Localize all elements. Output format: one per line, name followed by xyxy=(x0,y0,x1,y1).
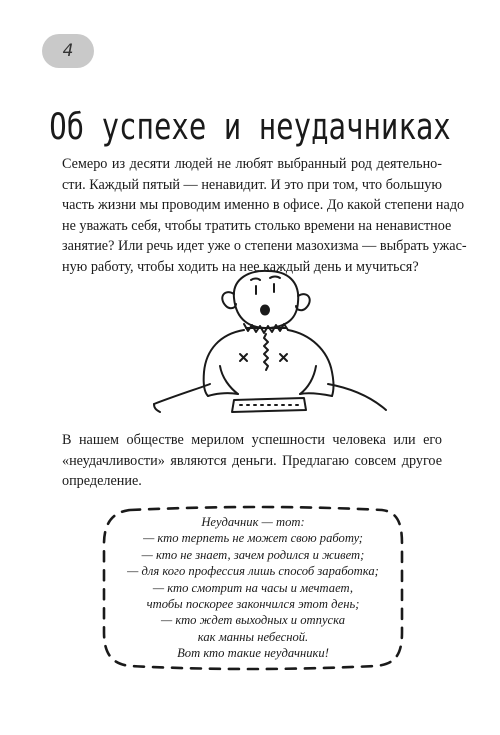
mouth xyxy=(261,306,269,315)
page-title: Об успехе и неудачниках xyxy=(49,105,451,148)
quote-line: — кто ждет выходных и отпуска xyxy=(161,613,345,628)
paragraph-line: ную работу, чтобы ходить на нее каждый день и мучиться? xyxy=(62,258,419,275)
shirt-mark-right xyxy=(280,354,287,361)
paragraph-line: занятие? Или речь идет уже о степени мазохизма — выбрать ужас- xyxy=(62,238,467,255)
person-at-desk-drawing xyxy=(150,268,390,416)
zipper xyxy=(264,334,268,370)
paragraph-line: В нашем обществе мерилом успешности человека или его xyxy=(62,432,442,448)
body-outline xyxy=(204,330,244,396)
chapter-number-badge xyxy=(42,34,94,68)
paragraph-line: часть жизни мы проводим именно в офисе. До какой степени надо xyxy=(62,197,465,214)
paragraph-intro xyxy=(62,154,467,278)
chapter-number: 4 xyxy=(62,41,74,61)
quote-line: Неудачник — тот: xyxy=(201,515,305,529)
quote-line: — кто терпеть не может свою работу; xyxy=(143,531,363,546)
quote-box xyxy=(100,504,406,672)
quote-text xyxy=(100,514,406,662)
paragraph-line: сти. Каждый пятый — ненавидит. И это при том, что большую xyxy=(62,176,442,193)
paragraph-definition xyxy=(62,430,442,492)
quote-line: — для кого профессия лишь способ заработка; xyxy=(127,564,379,579)
desk-edge xyxy=(154,384,210,404)
head-outline xyxy=(234,271,298,328)
quote-line: — кто смотрит на часы и мечтает, xyxy=(152,580,354,595)
left-arm xyxy=(220,366,238,394)
right-arm xyxy=(300,366,316,394)
quote-line: Вот кто такие неудачники! xyxy=(177,646,329,661)
shirt-mark-left xyxy=(240,354,247,361)
paragraph-line: Семеро из десяти людей не любят выбранный род деятельно- xyxy=(62,156,442,172)
quote-line: — кто не знает, зачем родился и живет; xyxy=(141,547,365,562)
quote-line: чтобы поскорее закончился этот день; xyxy=(146,597,360,612)
paragraph-line: определение. xyxy=(62,473,142,490)
quote-line: как манны небесной. xyxy=(197,629,309,644)
paragraph-line: «неудачливости» являются деньги. Предлагаю совсем другое xyxy=(62,452,442,469)
paragraph-line: не уважать себя, чтобы тратить столько времени на ненавистное xyxy=(62,217,452,234)
